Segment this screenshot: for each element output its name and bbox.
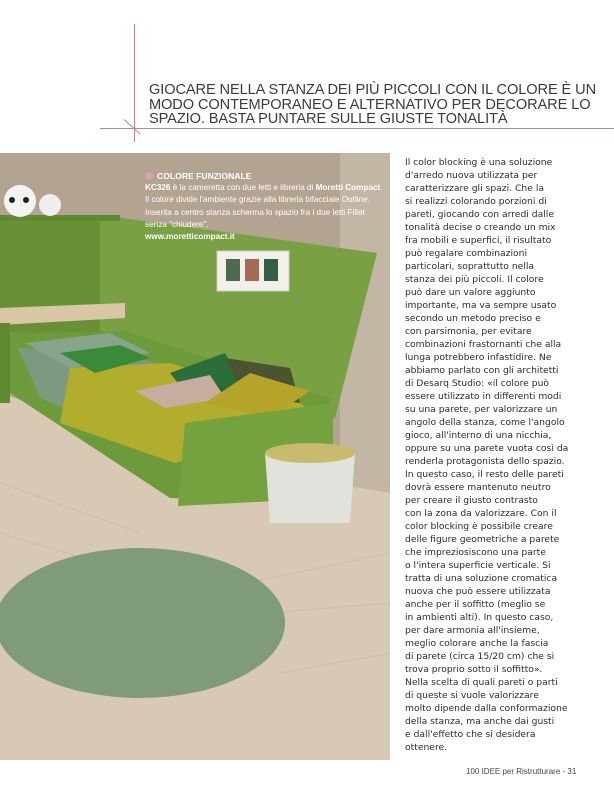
article-body: [405, 156, 610, 754]
article-line: lunga potrebbero infastidire. Ne: [405, 352, 552, 363]
article-line: particolari, soprattutto nella: [405, 261, 535, 272]
article-line: pareti, giocando con arredi dalle: [405, 209, 554, 220]
decorative-vertical-rule: [134, 24, 135, 142]
article-line: molto dipende dalla conformazione: [405, 703, 568, 714]
caption-text: [145, 182, 385, 231]
headline-line: GIOCARE NELLA STANZA DEI PIÙ PICCOLI CON IL COLORE È UN: [149, 82, 597, 98]
headline: [149, 83, 609, 127]
article-line: della stanza, ma anche dai gusti: [405, 716, 555, 727]
article-line: tonalità decise o creando un mix: [405, 222, 556, 233]
caption-text-part: . Il colore divide l'ambiente grazie alla libreria bifacciale Outline. Inserita a centro stanza scherma lo spazio fra i due letti Fillet senza "chiudere".: [145, 183, 383, 229]
article-line: di Desarq Studio: «il colore può: [405, 378, 550, 389]
article-line: può regalare combinazioni: [405, 248, 528, 259]
brand-website-link[interactable]: www.moretticompact.it: [145, 232, 235, 242]
article-line: ottenere.: [405, 742, 448, 753]
photo-caption: [145, 170, 385, 243]
article-line: nuova che può essere utilizzata: [405, 586, 551, 597]
article-line: abbiamo parlato con gli architetti: [405, 365, 559, 376]
article-line: secondo un metodo preciso e: [405, 313, 541, 324]
article-line: può dare un valore aggiunto: [405, 287, 536, 298]
article-line: che impreziosiscono una parte: [405, 547, 546, 558]
article-line: o l'intera superficie verticale. Si: [405, 560, 551, 571]
article-line: renderla protagonista dello spazio.: [405, 456, 565, 467]
article-line: per creare il giusto contrasto: [405, 495, 538, 506]
article-line: di parete (circa 15/20 cm) che si: [405, 651, 555, 662]
bedroom-photo: [0, 153, 390, 760]
brand-name: Moretti Compact: [315, 183, 381, 193]
article-line: angolo della stanza, come l'angolo: [405, 417, 565, 428]
article-line: con parsimonia, per evitare: [405, 326, 532, 337]
article-line: essere utilizzato in differenti modi: [405, 391, 562, 402]
article-line: combinazioni frastornanti che alla: [405, 339, 562, 350]
article-line: delle figure geometriche a parete: [405, 534, 560, 545]
decorative-slash: [124, 119, 141, 134]
article-line: anche per il soffitto (meglio se: [405, 599, 546, 610]
article-line: tratta di una soluzione cromatica: [405, 573, 558, 584]
article-line: stanza dei più piccoli. Il colore: [405, 274, 544, 285]
caption-title: COLORE FUNZIONALE: [157, 171, 252, 181]
article-line: In questo caso, il resto delle pareti: [405, 469, 564, 480]
article-line: dovrà essere mantenuto neutro: [405, 482, 551, 493]
article-line: in ambienti alti). In questo caso,: [405, 612, 554, 623]
article-line: Nella scelta di quali pareti o parti: [405, 677, 558, 688]
article-line: di queste si vuole valorizzare: [405, 690, 539, 701]
article-line: d'arredo nuova utilizzata per: [405, 170, 538, 181]
page-footer: 100 IDEE per Ristrutturare - 31: [466, 767, 577, 776]
bullet-dot-icon: [145, 172, 153, 180]
product-code: KC326: [145, 183, 171, 193]
article-line: color blocking è possibile creare: [405, 521, 553, 532]
article-line: su una parete, per valorizzare un: [405, 404, 558, 415]
decorative-horizontal-rule: [100, 128, 614, 129]
article-line: caratterizzare gli spazi. Che la: [405, 183, 545, 194]
article-line: e dall'effetto che si desidera: [405, 729, 536, 740]
article-line: meglio colorare anche la fascia: [405, 638, 549, 649]
article-line: per dare armonia all'insieme,: [405, 625, 540, 636]
article-line: fra mobili e superfici, il risultato: [405, 235, 552, 246]
article-line: Il color blocking è una soluzione: [405, 157, 553, 168]
article-line: con la zona da valorizzare. Con il: [405, 508, 557, 519]
article-line: oppure su una parete vuota così da: [405, 443, 569, 454]
caption-text-part: è la cameretta con due letti e libreria di: [170, 183, 316, 193]
headline-line: MODO CONTEMPORANEO E ALTERNATIVO PER DECORARE LO: [149, 96, 591, 113]
article-line: trova proprio sotto il soffitto».: [405, 664, 543, 675]
article-line: importante, ma va sempre usato: [405, 300, 557, 311]
article-line: gioco, all'interno di una nicchia,: [405, 430, 552, 441]
headline-line: SPAZIO. BASTA PUNTARE SULLE GIUSTE TONALITÀ: [149, 111, 508, 128]
article-line: si realizzi colorando porzioni di: [405, 196, 547, 207]
